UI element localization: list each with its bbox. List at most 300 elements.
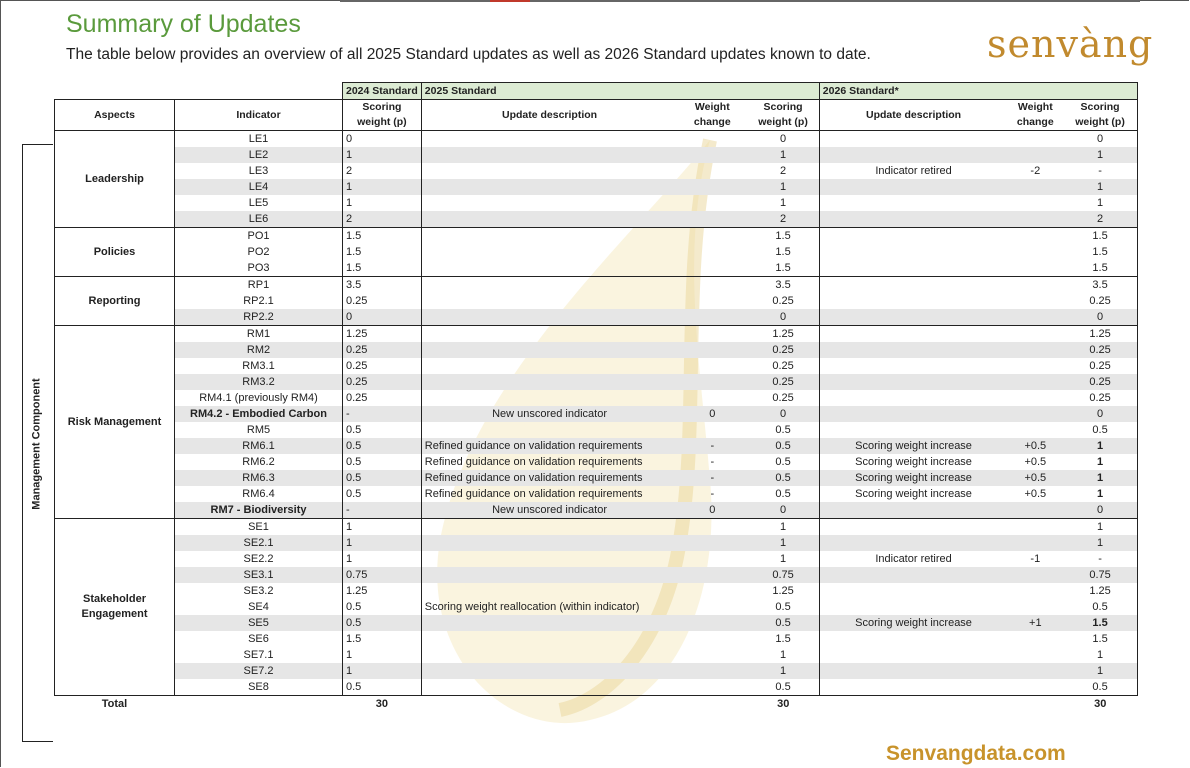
desc-2025-cell [421, 342, 677, 358]
indicator-cell: RM4.2 - Embodied Carbon [175, 406, 343, 422]
desc-2026-cell [819, 599, 1007, 615]
scoring-2024-cell: 0.25 [343, 374, 422, 390]
scoring-2026-cell: 0.5 [1063, 422, 1137, 438]
table-row [55, 260, 1138, 277]
header-group-row [55, 83, 1138, 100]
wchange-2026-cell [1007, 535, 1063, 551]
indicator-cell: LE1 [175, 131, 343, 148]
col-aspects: Aspects [55, 100, 175, 131]
scoring-2024-cell: 0 [343, 309, 422, 326]
scoring-2026-cell: - [1063, 163, 1137, 179]
header-2025: 2025 Standard [421, 83, 819, 100]
table-row [55, 567, 1138, 583]
summary-table [54, 82, 1138, 712]
table-row [55, 551, 1138, 567]
table-row [55, 326, 1138, 343]
table-row [55, 228, 1138, 245]
desc-2025-cell [421, 374, 677, 390]
table-row [55, 663, 1138, 679]
wchange-2026-cell [1007, 342, 1063, 358]
wchange-2025-cell [677, 551, 747, 567]
table-row [55, 147, 1138, 163]
total-spacer [421, 696, 677, 713]
desc-2025-cell [421, 326, 677, 343]
desc-2026-cell [819, 195, 1007, 211]
wchange-2025-cell [677, 358, 747, 374]
desc-2025-cell [421, 293, 677, 309]
scoring-2025-cell: 1 [747, 195, 819, 211]
col-indicator: Indicator [175, 100, 343, 131]
indicator-cell: RM6.3 [175, 470, 343, 486]
scoring-2026-cell: 1 [1063, 147, 1137, 163]
desc-2025-cell [421, 211, 677, 228]
desc-2025-cell [421, 519, 677, 536]
wchange-2025-cell [677, 567, 747, 583]
wchange-2026-cell [1007, 567, 1063, 583]
desc-2025-cell [421, 663, 677, 679]
aspect-cell: Risk Management [55, 326, 175, 519]
table-row [55, 599, 1138, 615]
desc-2026-cell [819, 309, 1007, 326]
scoring-2024-cell: 0.25 [343, 342, 422, 358]
table-row [55, 615, 1138, 631]
scoring-2024-cell: 0.25 [343, 293, 422, 309]
scoring-2026-cell: 1.5 [1063, 615, 1137, 631]
wchange-2025-cell [677, 277, 747, 294]
header-2024: 2024 Standard [343, 83, 422, 100]
scoring-2024-cell: 0.5 [343, 438, 422, 454]
scoring-2024-cell: 0.5 [343, 470, 422, 486]
col-scoring-2025: Scoring weight (p) [747, 100, 819, 131]
indicator-cell: RM5 [175, 422, 343, 438]
indicator-cell: SE7.1 [175, 647, 343, 663]
wchange-2026-cell [1007, 195, 1063, 211]
aspect-cell: Reporting [55, 277, 175, 326]
scoring-2024-cell: 2 [343, 163, 422, 179]
scoring-2025-cell: 0.5 [747, 470, 819, 486]
desc-2026-cell [819, 535, 1007, 551]
table-row [55, 244, 1138, 260]
header-2026: 2026 Standard* [819, 83, 1137, 100]
scoring-2025-cell: 0.25 [747, 390, 819, 406]
desc-2025-cell [421, 244, 677, 260]
col-wchange-2025: Weight change [677, 100, 747, 131]
total-2025: 30 [747, 696, 819, 713]
wchange-2026-cell [1007, 277, 1063, 294]
wchange-2026-cell [1007, 374, 1063, 390]
wchange-2025-cell [677, 583, 747, 599]
wchange-2025-cell [677, 131, 747, 148]
scoring-2024-cell: 0.5 [343, 486, 422, 502]
table-row [55, 179, 1138, 195]
desc-2026-cell: Indicator retired [875, 552, 952, 565]
scoring-2025-cell: 2 [747, 163, 819, 179]
scoring-2024-cell: 1.25 [343, 583, 422, 599]
scoring-2026-cell: 1 [1063, 195, 1137, 211]
indicator-cell: SE8 [175, 679, 343, 696]
indicator-cell: SE1 [175, 519, 343, 536]
scoring-2026-cell: 1.5 [1063, 260, 1137, 277]
table-row [55, 631, 1138, 647]
wchange-2026-cell: +0.5 [1007, 470, 1063, 486]
scoring-2024-cell: 0.5 [343, 615, 422, 631]
scoring-2025-cell: 1.5 [747, 228, 819, 245]
desc-2026-cell [819, 406, 1007, 422]
wchange-2026-cell [1007, 679, 1063, 696]
scoring-2024-cell: 1 [343, 647, 422, 663]
wchange-2025-cell [677, 228, 747, 245]
indicator-cell: RM7 - Biodiversity [175, 502, 343, 519]
indicator-cell: PO3 [175, 260, 343, 277]
table-row [55, 195, 1138, 211]
desc-2026-cell [819, 342, 1007, 358]
wchange-2026-cell [1007, 293, 1063, 309]
wchange-2026-cell [1007, 422, 1063, 438]
desc-2026-cell [819, 631, 1007, 647]
wchange-2025-cell [677, 147, 747, 163]
total-spacer [1007, 696, 1063, 713]
wchange-2026-cell [1007, 147, 1063, 163]
scoring-2024-cell: 1 [343, 147, 422, 163]
wchange-2026-cell [1007, 358, 1063, 374]
wchange-2025-cell: 0 [677, 502, 747, 519]
scoring-2026-cell: 0 [1063, 406, 1137, 422]
desc-2025-cell: Scoring weight reallocation (within indicator) [424, 600, 640, 613]
table-row [55, 406, 1138, 422]
desc-2026-cell [819, 567, 1007, 583]
indicator-cell: RM3.2 [175, 374, 343, 390]
scoring-2025-cell: 0.25 [747, 342, 819, 358]
desc-2025-cell [421, 567, 677, 583]
wchange-2025-cell [677, 631, 747, 647]
scoring-2025-cell: 1 [747, 551, 819, 567]
scoring-2026-cell: 0.5 [1063, 679, 1137, 696]
scoring-2024-cell: 0.25 [343, 390, 422, 406]
wchange-2026-cell [1007, 228, 1063, 245]
total-label: Total [55, 696, 175, 713]
wchange-2025-cell [677, 342, 747, 358]
wchange-2026-cell [1007, 390, 1063, 406]
desc-2026-cell [819, 374, 1007, 390]
total-spacer [819, 696, 1007, 713]
scoring-2026-cell: 1.5 [1063, 228, 1137, 245]
scoring-2026-cell: 1 [1063, 519, 1137, 536]
desc-2026-cell [819, 390, 1007, 406]
desc-2025-cell: Refined guidance on validation requirements [421, 438, 677, 454]
scoring-2026-cell: 0 [1063, 309, 1137, 326]
wchange-2026-cell [1007, 326, 1063, 343]
wchange-2026-cell [1007, 583, 1063, 599]
table-row [55, 358, 1138, 374]
wchange-2025-cell [677, 293, 747, 309]
desc-2025-cell: Refined guidance on validation requirements [424, 455, 643, 468]
scoring-2024-cell: 1.5 [343, 244, 422, 260]
scoring-2025-cell: 1.5 [747, 631, 819, 647]
col-scoring-2024: Scoring weight (p) [343, 100, 422, 131]
scoring-2025-cell: 1 [747, 663, 819, 679]
wchange-2026-cell [1007, 309, 1063, 326]
wchange-2026-cell [1007, 519, 1063, 536]
wchange-2026-cell [1007, 260, 1063, 277]
wchange-2026-cell [1007, 179, 1063, 195]
indicator-cell: RM1 [175, 326, 343, 343]
desc-2025-cell [421, 551, 677, 567]
scoring-2024-cell: 0 [343, 131, 422, 148]
wchange-2025-cell [677, 195, 747, 211]
scoring-2026-cell: 1 [1063, 454, 1137, 470]
wchange-2025-cell [677, 599, 747, 615]
wchange-2025-cell [677, 615, 747, 631]
wchange-2025-cell: - [710, 487, 715, 500]
indicator-cell: SE7.2 [175, 663, 343, 679]
desc-2026-cell [819, 131, 1007, 148]
col-desc-2025: Update description [421, 100, 677, 131]
scoring-2026-cell: 2 [1063, 211, 1137, 228]
scoring-2024-cell: 1 [343, 179, 422, 195]
scoring-2025-cell: 1.5 [747, 244, 819, 260]
scoring-2026-cell: 1 [1063, 486, 1137, 502]
aspect-cell: Stakeholder Engagement [55, 519, 175, 696]
table-row [55, 342, 1138, 358]
scoring-2024-cell: 3.5 [343, 277, 422, 294]
scoring-2026-cell: 1.25 [1063, 583, 1137, 599]
desc-2026-cell [819, 211, 1007, 228]
wchange-2025-cell [677, 679, 747, 696]
scoring-2025-cell: 0 [747, 309, 819, 326]
desc-2026-cell: Scoring weight increase [855, 487, 972, 500]
table-row [55, 470, 1138, 486]
desc-2025-cell [421, 422, 677, 438]
indicator-cell: SE4 [175, 599, 343, 615]
desc-2025-cell: New unscored indicator [421, 502, 677, 519]
wchange-2026-cell [1007, 131, 1063, 148]
indicator-cell: PO1 [175, 228, 343, 245]
scoring-2025-cell: 1.25 [747, 326, 819, 343]
desc-2026-cell [819, 293, 1007, 309]
scoring-2025-cell: 0.5 [747, 615, 819, 631]
scoring-2026-cell: 0.5 [1063, 599, 1137, 615]
scoring-2026-cell: 0.75 [1063, 567, 1137, 583]
scoring-2025-cell: 0.25 [747, 293, 819, 309]
desc-2026-cell [819, 326, 1007, 343]
total-row [55, 696, 1138, 713]
scoring-2026-cell: 1.25 [1063, 326, 1137, 343]
desc-2025-cell [421, 390, 677, 406]
wchange-2025-cell [677, 647, 747, 663]
desc-2025-cell [421, 679, 677, 696]
table-row [55, 309, 1138, 326]
desc-2025-cell [421, 147, 677, 163]
scoring-2025-cell: 0.5 [747, 486, 819, 502]
scoring-2024-cell: - [343, 502, 422, 519]
desc-2026-cell [819, 519, 1007, 536]
scoring-2026-cell: - [1063, 551, 1137, 567]
scoring-2024-cell: 0.75 [343, 567, 422, 583]
table-row [55, 679, 1138, 696]
indicator-cell: RM6.4 [175, 486, 343, 502]
wchange-2026-cell: -2 [1030, 164, 1041, 177]
page-title: Summary of Updates [66, 10, 301, 38]
desc-2025-cell [421, 647, 677, 663]
scoring-2024-cell: 0.25 [343, 358, 422, 374]
indicator-cell: LE4 [175, 179, 343, 195]
desc-2026-cell [819, 502, 1007, 519]
scoring-2024-cell: 1 [343, 551, 422, 567]
scoring-2026-cell: 0.25 [1063, 342, 1137, 358]
desc-2026-cell [819, 179, 1007, 195]
desc-2025-cell: Refined guidance on validation requirements [424, 487, 643, 500]
desc-2025-cell [421, 228, 677, 245]
vertical-label: Management Component [31, 378, 43, 510]
wchange-2025-cell [677, 260, 747, 277]
table-row [55, 131, 1138, 148]
indicator-cell: SE3.2 [175, 583, 343, 599]
scoring-2024-cell: 1.25 [343, 326, 422, 343]
wchange-2025-cell [677, 663, 747, 679]
desc-2025-cell [421, 631, 677, 647]
indicator-cell: RM2 [175, 342, 343, 358]
wchange-2025-cell [677, 422, 747, 438]
wchange-2026-cell [1007, 631, 1063, 647]
desc-2026-cell [819, 228, 1007, 245]
total-2024: 30 [343, 696, 422, 713]
indicator-cell: LE6 [175, 211, 343, 228]
indicator-cell: SE3.1 [175, 567, 343, 583]
indicator-cell: LE5 [175, 195, 343, 211]
scoring-2024-cell: 0.5 [343, 679, 422, 696]
scoring-2026-cell: 1 [1063, 647, 1137, 663]
desc-2025-cell: Refined guidance on validation requirements [421, 470, 677, 486]
scoring-2026-cell: 0.25 [1063, 358, 1137, 374]
desc-2025-cell [421, 179, 677, 195]
scoring-2025-cell: 0.25 [747, 374, 819, 390]
table-row [55, 211, 1138, 228]
indicator-cell: SE2.1 [175, 535, 343, 551]
desc-2026-cell: Scoring weight increase [819, 438, 1007, 454]
table-row [55, 438, 1138, 454]
aspect-cell: Leadership [55, 131, 175, 228]
top-rule [340, 0, 1140, 2]
table-row [55, 454, 1138, 470]
table-row [55, 519, 1138, 536]
scoring-2026-cell: 1 [1063, 179, 1137, 195]
desc-2025-cell [421, 583, 677, 599]
desc-2026-cell [819, 147, 1007, 163]
wchange-2026-cell: +0.5 [1007, 438, 1063, 454]
scoring-2024-cell: 1 [343, 535, 422, 551]
total-2026: 30 [1063, 696, 1137, 713]
indicator-cell: RM6.2 [175, 454, 343, 470]
scoring-2025-cell: 1 [747, 179, 819, 195]
wchange-2026-cell [1007, 406, 1063, 422]
wchange-2026-cell [1007, 663, 1063, 679]
indicator-cell: RM3.1 [175, 358, 343, 374]
scoring-2026-cell: 0 [1063, 131, 1137, 148]
scoring-2025-cell: 0.5 [747, 679, 819, 696]
desc-2026-cell: Scoring weight increase [855, 455, 972, 468]
scoring-2026-cell: 3.5 [1063, 277, 1137, 294]
total-spacer [677, 696, 747, 713]
scoring-2025-cell: 1 [747, 147, 819, 163]
scoring-2026-cell: 1.5 [1063, 244, 1137, 260]
wchange-2025-cell [677, 179, 747, 195]
scoring-2026-cell: 0.25 [1063, 390, 1137, 406]
scoring-2024-cell: 0.5 [343, 454, 422, 470]
wchange-2025-cell [677, 211, 747, 228]
scoring-2025-cell: 0.5 [747, 599, 819, 615]
table-row [55, 277, 1138, 294]
wchange-2025-cell: - [710, 455, 715, 468]
wchange-2026-cell [1007, 211, 1063, 228]
table-row [55, 422, 1138, 438]
scoring-2026-cell: 1 [1063, 663, 1137, 679]
wchange-2025-cell [677, 374, 747, 390]
wchange-2026-cell: -1 [1030, 552, 1041, 565]
desc-2025-cell [421, 358, 677, 374]
indicator-cell: RP2.1 [175, 293, 343, 309]
wchange-2026-cell [1007, 244, 1063, 260]
total-spacer [175, 696, 343, 713]
scoring-2025-cell: 0.75 [747, 567, 819, 583]
indicator-cell: RM6.1 [175, 438, 343, 454]
wchange-2026-cell: +0.5 [1024, 487, 1047, 500]
indicator-cell: RM4.1 (previously RM4) [175, 390, 343, 406]
desc-2026-cell: Scoring weight increase [819, 470, 1007, 486]
table-row [55, 647, 1138, 663]
desc-2026-cell [819, 422, 1007, 438]
scoring-2026-cell: 1.5 [1063, 631, 1137, 647]
scoring-2026-cell: 1 [1063, 535, 1137, 551]
scoring-2024-cell: 2 [343, 211, 422, 228]
wchange-2025-cell: 0 [677, 406, 747, 422]
table-row [55, 390, 1138, 406]
scoring-2025-cell: 2 [747, 211, 819, 228]
scoring-2025-cell: 0.25 [747, 358, 819, 374]
wchange-2025-cell [677, 326, 747, 343]
scoring-2024-cell: 0.5 [343, 599, 422, 615]
desc-2025-cell [421, 615, 677, 631]
wchange-2025-cell [677, 390, 747, 406]
table-row [55, 163, 1138, 179]
table-row [55, 486, 1138, 502]
scoring-2024-cell: - [343, 406, 422, 422]
table-row [55, 502, 1138, 519]
scoring-2025-cell: 1.5 [747, 260, 819, 277]
wchange-2025-cell [677, 244, 747, 260]
col-wchange-2026: Weight change [1007, 100, 1063, 131]
wchange-2026-cell [1007, 502, 1063, 519]
scoring-2025-cell: 0.5 [747, 454, 819, 470]
table-row [55, 535, 1138, 551]
scoring-2026-cell: 0 [1063, 502, 1137, 519]
indicator-cell: RP2.2 [175, 309, 343, 326]
scoring-2025-cell: 0 [747, 131, 819, 148]
table-row [55, 583, 1138, 599]
desc-2025-cell [421, 163, 677, 179]
wchange-2025-cell [677, 309, 747, 326]
wchange-2025-cell [677, 163, 747, 179]
indicator-cell: LE2 [175, 147, 343, 163]
wchange-2025-cell [677, 519, 747, 536]
scoring-2026-cell: 1 [1063, 470, 1137, 486]
scoring-2026-cell: 0.25 [1063, 293, 1137, 309]
scoring-2024-cell: 0.5 [343, 422, 422, 438]
scoring-2025-cell: 3.5 [747, 277, 819, 294]
desc-2025-cell [421, 260, 677, 277]
page-subtitle: The table below provides an overview of all 2025 Standard updates as well as 2026 Standard updates known to date. [66, 46, 871, 63]
indicator-cell: RP1 [175, 277, 343, 294]
wchange-2025-cell [677, 535, 747, 551]
